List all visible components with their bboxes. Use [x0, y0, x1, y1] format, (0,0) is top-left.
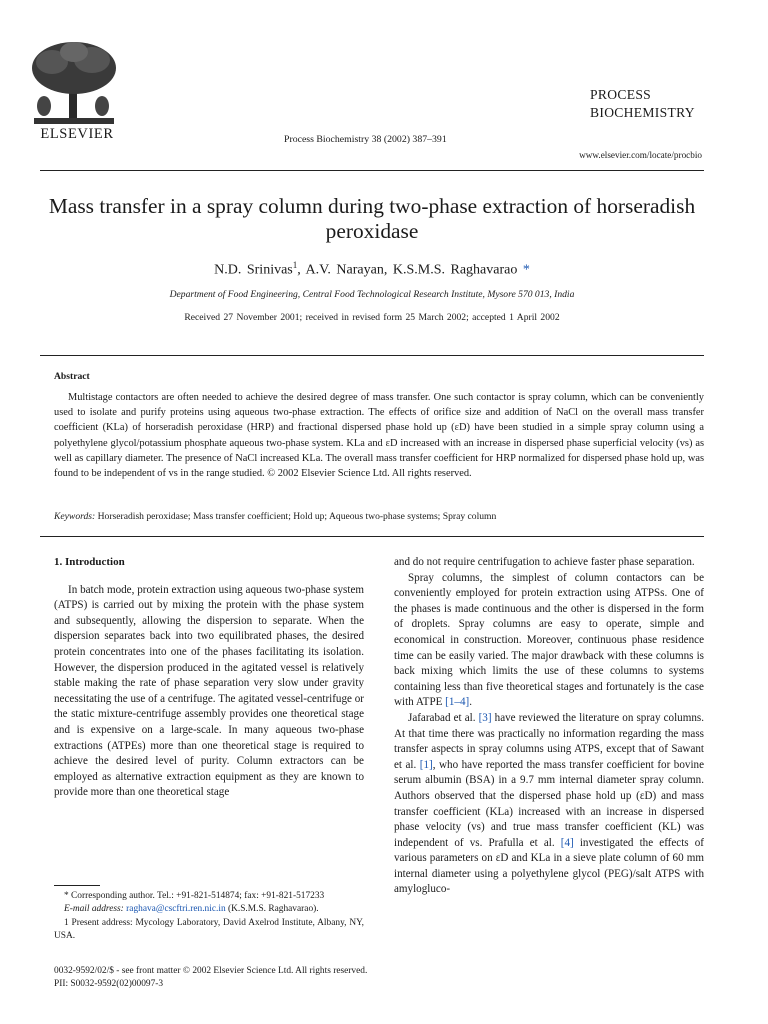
abstract-body: [54, 390, 704, 481]
author-name: N.D. Srinivas: [214, 262, 293, 278]
header-divider: [40, 170, 704, 171]
abstract-divider: [40, 536, 704, 537]
email-owner: (K.S.M.S. Raghavarao).: [225, 904, 319, 915]
pii-line: PII: S0032-9592(02)00097-3: [54, 979, 164, 990]
abstract-text: Multistage contactors are often needed to achieve the desired degree of mass transfer. One such contactor is spray column, which can be conveniently used to isolate and purify proteins using aqueous two-phase extraction. The effects of orifice size and addition of NaCl on the overall mass transfer coefficient (KLa) of horseradish peroxidase (HRP) and fractional dispersed phase hold up (εD) have been studied in a simple spray column using a polyethylene glycol/potassium phosphate aqueous two-phase system. KLa and εD increased with an increase in dispersed phase superficial velocity (vs) as well as capillary diameter. The presence of NaCl increased KLa. The overall mass transfer coefficient for HRP normalized for dispersed phase hold up, was found to be independent of vs in the range studied. © 2002 Elsevier Science Ltd. All rights reserved.: [54, 392, 704, 480]
author-separator: ,: [297, 262, 306, 278]
journal-citation: Process Biochemistry 38 (2002) 387–391: [284, 134, 447, 145]
paragraph-text: Spray columns, the simplest of column contactors can be conveniently employed for protein extraction using ATPSs. One of the phases is made continuous and the other is dispersed in the form of droplets. Spray columns are easy to operate, simple and economical in construction. Moreover, continuous phase residence time can be easily varied. The major drawback with these columns is back mixing which limits the use of these columns to systems containing less than five theoretical stages and fortunately is the case with ATPE: [394, 571, 704, 709]
left-column: [54, 555, 364, 801]
body-paragraph: In batch mode, protein extraction using aqueous two-phase system (ATPS) is carried out by mixing the protein with the phase system and subsequently, allowing the dispersion to separate. When the dispersion separates back into two equilibrated phases, the desired protein concentrates into one of the phases facilitating its isolation. However, the dispersion produced in the agitated vessel is relatively stable making the rate of phase separation very slow under gravity necessitating the use of a centrifuge. The agitated vessel-centrifuge or the static mixture-centrifuge assembly provides one theoretical stage and is expensive on a large-scale. In many aqueous two-phase extractions (ATPEs) more than one theoretical stage is required to achieve the desired level of purity. Column extractors can be employed as alternative extraction equipment as they are known to provide more than one theoretical stage: [54, 583, 364, 799]
footnotes: [54, 890, 364, 944]
corresponding-author-mark[interactable]: *: [522, 262, 530, 278]
body-paragraph: [394, 711, 704, 898]
paragraph-text: .: [469, 696, 472, 709]
journal-title-line1: PROCESS: [590, 87, 652, 102]
paragraph-text: investigated the effects of various parameters on εD and KLa in a sieve plate column of 60 mm internal diameter using a polyethylene glycol (PEG)/salt ATPS with amylogluco-: [394, 836, 704, 896]
citation-link[interactable]: [1–4]: [445, 696, 470, 709]
present-address-footnote: 1 Present address: Mycology Laboratory, David Axelrod Institute, Albany, NY, USA.: [54, 917, 364, 942]
body-paragraph: and do not require centrifugation to achieve faster phase separation.: [394, 556, 695, 568]
received-dates: Received 27 November 2001; received in revised form 25 March 2002; accepted 1 April 2002: [184, 312, 560, 323]
email-link[interactable]: raghava@cscftri.ren.nic.in: [126, 904, 226, 915]
title-divider: [40, 355, 704, 356]
paragraph-text: , who have reported the mass transfer coefficient for bovine serum albumin (BSA) in a 9.7 mm internal diameter spray column. Authors observed that the dispersed phase hold up (εD) and mass transfer coefficient (KLa) increased with an increase in dispersed phase velocity (vs) and true mass transfer coefficient (KL) was independent of vs. Prafulla et al.: [394, 758, 704, 849]
author-name: A.V. Narayan: [305, 262, 384, 278]
section-heading: 1. Introduction: [54, 556, 125, 568]
paragraph-text: Jafarabad et al.: [408, 711, 479, 724]
corresponding-footnote: * Corresponding author. Tel.: +91-821-514874; fax: +91-821-517233: [64, 891, 325, 901]
article-title: Mass transfer in a spray column during two-phase extraction of horseradish peroxidase: [48, 194, 696, 243]
affiliation: Department of Food Engineering, Central Food Technological Research Institute, Mysore 570 013, India: [169, 289, 575, 300]
page-footer: [54, 965, 367, 992]
author-separator: ,: [383, 262, 393, 278]
journal-title-line2: BIOCHEMISTRY: [590, 105, 695, 120]
publisher-name: ELSEVIER: [40, 126, 114, 142]
email-footnote: [54, 903, 364, 916]
journal-title: [590, 86, 695, 122]
body-paragraph: [394, 571, 704, 711]
journal-url[interactable]: www.elsevier.com/locate/procbio: [579, 150, 702, 160]
citation-link[interactable]: [1]: [419, 758, 433, 771]
keywords-list: Horseradish peroxidase; Mass transfer coefficient; Hold up; Aqueous two-phase systems; Spray column: [97, 511, 497, 522]
citation-link[interactable]: [4]: [560, 836, 574, 849]
author-name: K.S.M.S. Raghavarao: [392, 262, 518, 278]
paragraph-text: have reviewed the literature on spray columns. At that time there was practically no information regarding the mass transfer aspects in spray columns using ATPS, except that of Sawant et al.: [394, 711, 704, 771]
abstract-heading: Abstract: [54, 371, 90, 382]
copyright-line: 0032-9592/02/$ - see front matter © 2002 Elsevier Science Ltd. All rights reserved.: [54, 966, 368, 976]
keywords-label: Keywords:: [54, 511, 96, 522]
author-list: [40, 260, 704, 279]
author-mark[interactable]: 1: [292, 260, 298, 270]
keywords: [54, 511, 704, 522]
footnote-divider: [54, 885, 100, 886]
citation-link[interactable]: [3]: [478, 711, 492, 724]
email-label: E-mail address:: [64, 904, 124, 915]
right-column: [394, 555, 704, 898]
